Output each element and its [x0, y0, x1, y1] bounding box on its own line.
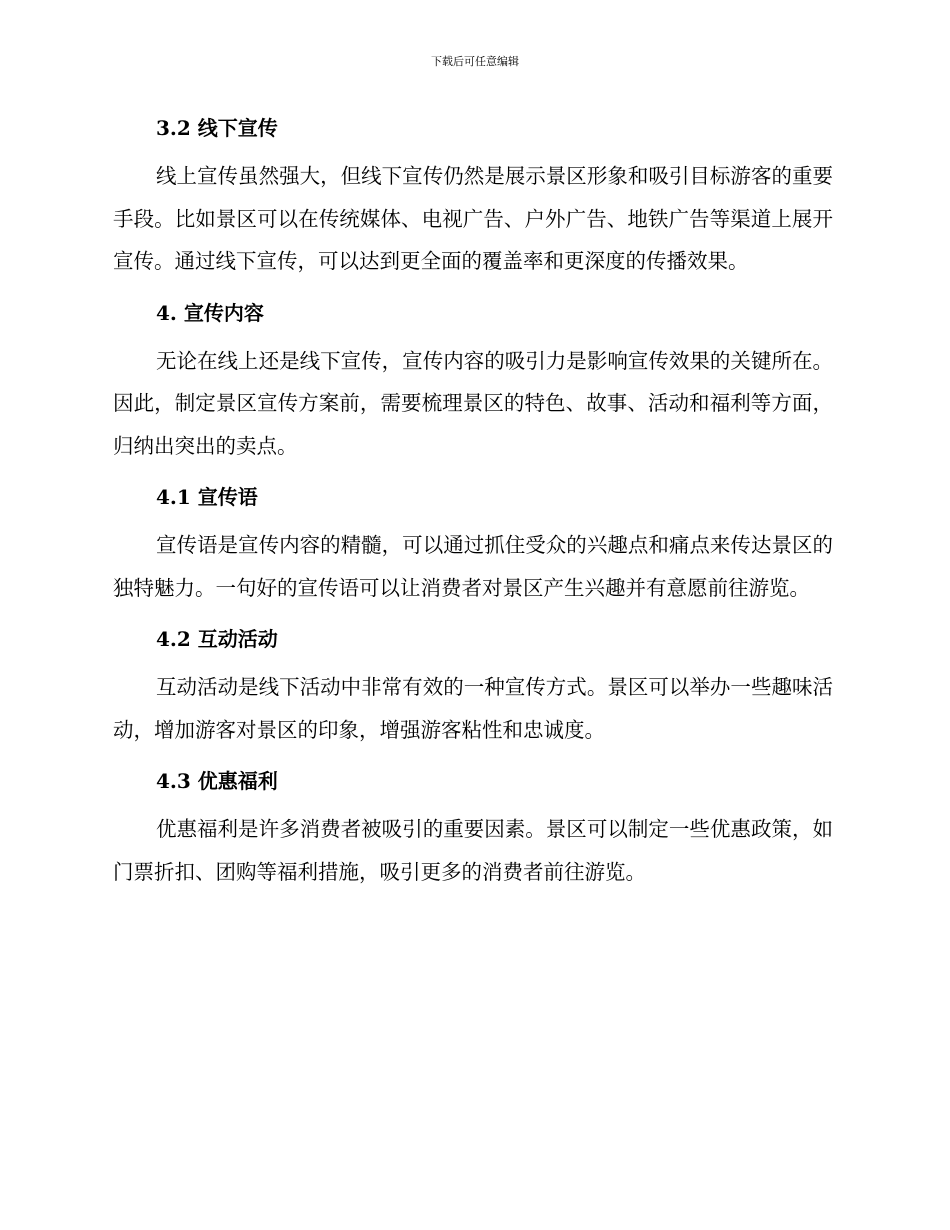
section-heading: 4.1 宣传语 [156, 485, 258, 509]
section-paragraph: 宣传语是宣传内容的精髓，可以通过抓住受众的兴趣点和痛点来传达景区的独特魅力。一句好的宣传语可以让消费者对景区产生兴趣并有意愿前往游览。 [113, 533, 833, 600]
page-header: 下载后可任意编辑 [431, 55, 519, 68]
section-heading: 4. 宣传内容 [156, 300, 264, 325]
section-paragraph: 互动活动是线下活动中非常有效的一种宣传方式。景区可以举办一些趣味活动，增加游客对景区的印象，增强游客粘性和忠诚度。 [113, 675, 833, 742]
section-paragraph: 无论在线上还是线下宣传，宣传内容的吸引力是影响宣传效果的关键所在。因此，制定景区宣传方案前，需要梳理景区的特色、故事、活动和福利等方面，归纳出突出的卖点。 [113, 348, 833, 458]
section-paragraph: 优惠福利是许多消费者被吸引的重要因素。景区可以制定一些优惠政策，如门票折扣、团购等福利措施，吸引更多的消费者前往游览。 [113, 817, 833, 884]
section-paragraph: 线上宣传虽然强大，但线下宣传仍然是展示景区形象和吸引目标游客的重要手段。比如景区可以在传统媒体、电视广告、户外广告、地铁广告等渠道上展开宣传。通过线下宣传，可以达到更全面的覆盖率和更深度的传播效果。 [113, 164, 833, 273]
section-heading: 4.2 互动活动 [156, 627, 278, 651]
document-body [113, 108, 833, 893]
section-heading: 4.3 优惠福利 [156, 769, 278, 793]
section-heading: 3.2 线下宣传 [156, 116, 278, 140]
